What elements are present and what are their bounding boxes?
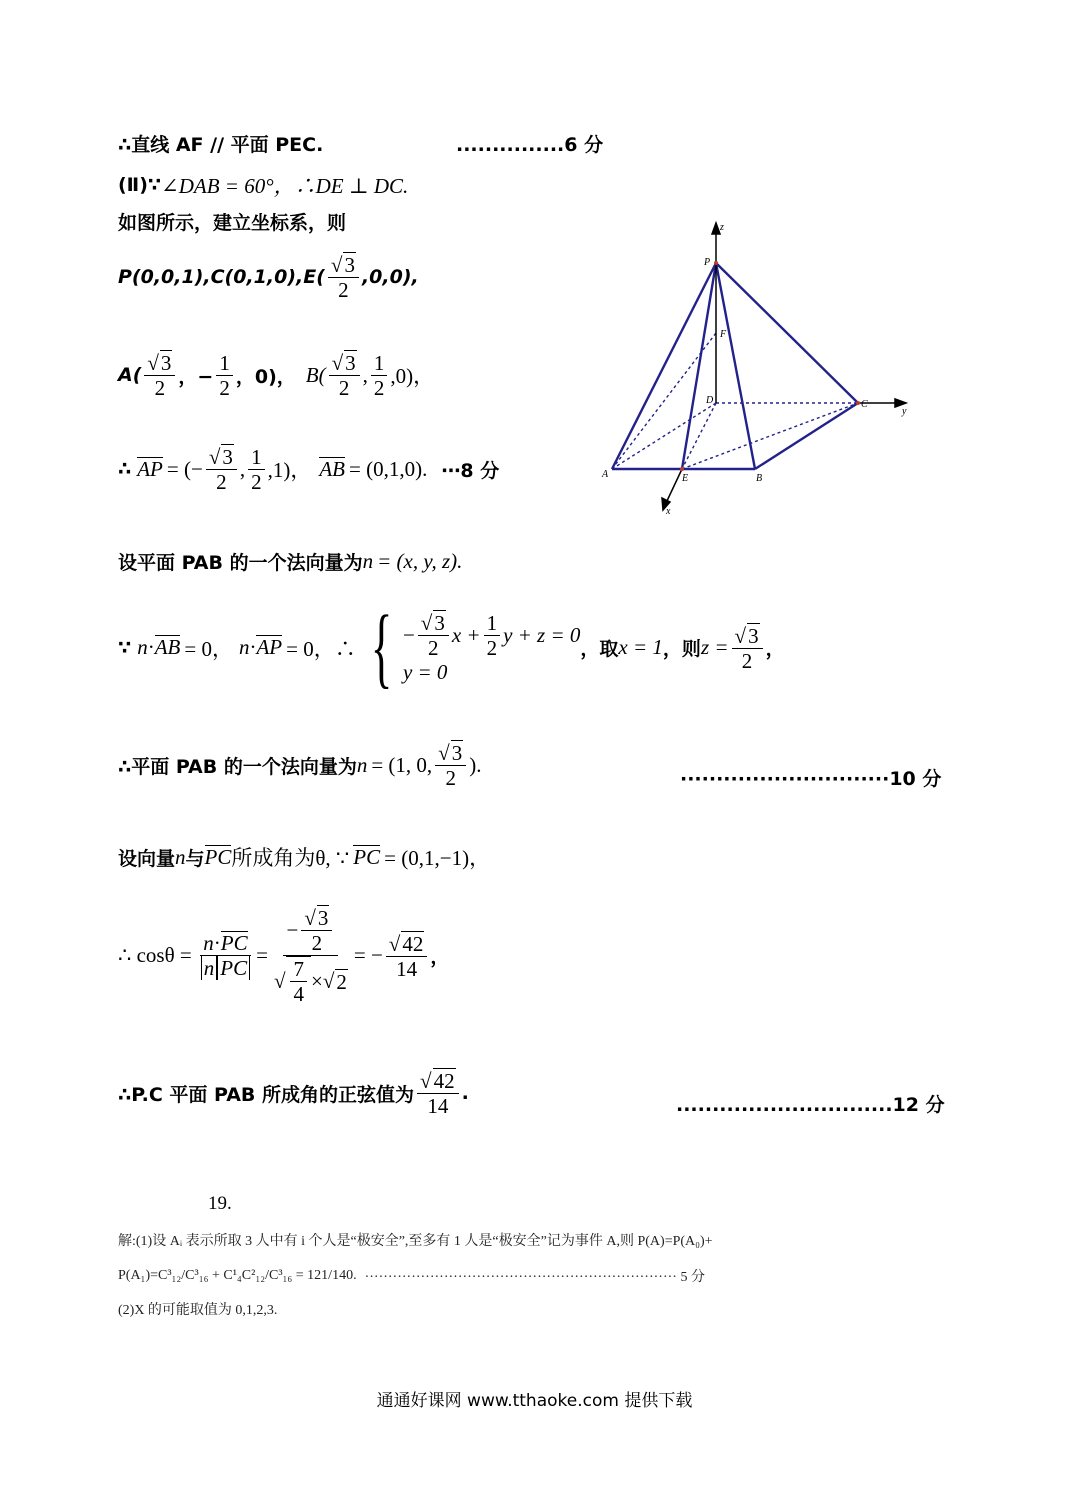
coord-intro-text: 如图所示，建立坐标系，则 bbox=[118, 212, 347, 234]
denominator: 2 bbox=[311, 931, 323, 956]
vector-ab: AB bbox=[154, 635, 181, 660]
denominator: 14 bbox=[427, 1094, 449, 1119]
separator: ， bbox=[765, 638, 785, 661]
radicand-7-over-4 bbox=[286, 956, 311, 1006]
fraction-sqrt3-over-2 bbox=[144, 350, 175, 400]
radicand: 3 bbox=[160, 351, 172, 375]
sqrt-sign: √ bbox=[304, 906, 316, 930]
fraction-value bbox=[271, 905, 351, 1007]
radicand: 42 bbox=[433, 1069, 455, 1093]
radicand: 3 bbox=[345, 351, 356, 375]
denominator: 2 bbox=[741, 648, 753, 673]
sqrt-sign: √ bbox=[420, 1069, 432, 1093]
sine-result-text: ∴P.C 平面 PAB 所成角的正弦值为 bbox=[118, 1083, 415, 1106]
cos-theta-label: ∴ cosθ = bbox=[118, 943, 192, 968]
fraction-dot-over-norms bbox=[198, 931, 253, 980]
angle-theta-text: 所成角为θ, ∵ bbox=[231, 846, 350, 870]
radicand: 42 bbox=[402, 931, 424, 956]
normal-vector-def bbox=[118, 548, 462, 575]
vector-n-value: = (1, 0, bbox=[371, 752, 433, 777]
sqrt-sign: √ bbox=[273, 969, 286, 994]
equals-zero-therefore: = 0，∴ bbox=[286, 636, 356, 661]
separator: ， bbox=[430, 946, 450, 969]
denominator: 2 bbox=[486, 635, 498, 660]
dot-operator: · bbox=[147, 635, 155, 660]
then-label: ，则 bbox=[662, 638, 701, 661]
denominator: 2 bbox=[216, 470, 227, 495]
fraction-sqrt3-over-2 bbox=[301, 905, 332, 955]
sqrt-sign: √ bbox=[331, 351, 344, 375]
radicand: 3 bbox=[434, 611, 445, 635]
with-label: 与 bbox=[185, 847, 205, 870]
edge-af bbox=[612, 333, 716, 469]
sqrt-sign: √ bbox=[438, 741, 450, 765]
fraction-sqrt3-over-2 bbox=[418, 610, 449, 660]
normal-vector-result bbox=[118, 740, 481, 790]
part2-math: ∠DAB = 60°，∴DE ⊥ DC. bbox=[161, 174, 409, 198]
term-x: x + bbox=[451, 622, 481, 647]
left-brace: { bbox=[370, 597, 393, 697]
equals-minus: = − bbox=[353, 943, 383, 968]
coord-intro bbox=[118, 208, 346, 235]
fraction-1-over-2 bbox=[216, 351, 233, 400]
vector-n: n bbox=[175, 844, 186, 869]
radicand: 3 bbox=[451, 741, 463, 765]
part2-line bbox=[118, 170, 408, 200]
q19-line3: (2)X 的可能取值为 0,1,2,3. bbox=[118, 1303, 278, 1318]
vector-ap-tail: ,1)， bbox=[267, 458, 312, 483]
denominator: 14 bbox=[396, 956, 418, 981]
sqrt-sign: √ bbox=[388, 931, 401, 956]
points-pce-text: P(0,0,1),C(0,1,0),E( bbox=[118, 266, 325, 289]
vector-pc-value: = (0,1,−1)， bbox=[384, 846, 491, 870]
take-label: ，取 bbox=[580, 638, 619, 661]
denominator: 2 bbox=[373, 375, 385, 400]
numerator: 7 bbox=[290, 957, 307, 982]
label-x: x bbox=[666, 506, 671, 517]
vector-ap: AP bbox=[256, 635, 283, 660]
conclusion-text: ∴直线 AF // 平面 PEC. bbox=[118, 134, 324, 156]
numerator: 1 bbox=[484, 611, 501, 636]
score-mark-8: ⋯8 分 bbox=[441, 459, 500, 482]
fraction-sqrt3-over-2 bbox=[329, 350, 360, 400]
sqrt-sign: √ bbox=[208, 445, 221, 469]
radicand: 2 bbox=[336, 969, 347, 994]
close-paren: ). bbox=[469, 752, 482, 777]
vector-ab-value: = (0,1,0). bbox=[349, 456, 428, 481]
edge-pa bbox=[612, 263, 716, 469]
dot-operator: · bbox=[249, 635, 257, 660]
score-mark-10: ·····························10 分 bbox=[680, 768, 942, 790]
q19-line1: 解:(1)设 Aᵢ 表示所取 3 人中有 i 个人是“极安全”,至多有 1 人是“极安全”记为事件 A,则 P(A)=P(A₀)+ bbox=[118, 1234, 713, 1249]
footer-source: 通通好课网 www.tthaoke.com 提供下载 bbox=[376, 1391, 693, 1411]
normal-vector-result-text: ∴平面 PAB 的一个法向量为 bbox=[118, 755, 357, 778]
points-ab bbox=[118, 350, 434, 400]
vector-pc: PC bbox=[353, 844, 381, 869]
fraction-7-over-4 bbox=[290, 957, 307, 1006]
numerator: 1 bbox=[248, 445, 265, 470]
label-b: B bbox=[756, 473, 763, 484]
fraction-sqrt3-over-2 bbox=[435, 740, 466, 790]
equals: = bbox=[256, 943, 268, 968]
label-a: A bbox=[602, 469, 609, 480]
normal-vector-system bbox=[118, 597, 785, 697]
point-a-label: A( bbox=[118, 364, 142, 387]
label-f: F bbox=[720, 329, 727, 340]
separator: , bbox=[239, 456, 246, 481]
normal-vector-def-text: 设平面 PAB 的一个法向量为 bbox=[118, 552, 363, 574]
separator: ，− bbox=[178, 365, 214, 388]
label-e: E bbox=[682, 473, 689, 484]
term-yz: y + z = 0 bbox=[503, 622, 581, 647]
fraction-1-over-2 bbox=[484, 611, 501, 660]
part2-label: (Ⅱ)∵ bbox=[118, 174, 162, 196]
q19-line2 bbox=[118, 1266, 705, 1286]
sqrt-sign: √ bbox=[420, 611, 433, 635]
cos-theta-calc bbox=[118, 905, 449, 1007]
dot-operator: · bbox=[213, 931, 221, 956]
point-b-label: B( bbox=[305, 362, 326, 387]
sqrt-sign: √ bbox=[147, 351, 159, 375]
numerator: 1 bbox=[216, 351, 233, 376]
radicand: 3 bbox=[317, 906, 329, 930]
norm-pc: PC bbox=[217, 956, 250, 980]
fraction-sqrt42-over-14 bbox=[417, 1068, 459, 1118]
vector-n: n bbox=[203, 931, 214, 956]
edge-pc bbox=[716, 263, 858, 403]
points-pce bbox=[118, 252, 419, 302]
because-symbol: ∵ bbox=[118, 636, 132, 659]
question-19-number: 19. bbox=[208, 1193, 232, 1214]
vector-n: n bbox=[238, 635, 250, 660]
fraction-1-over-2 bbox=[371, 351, 388, 400]
vector-n: n bbox=[356, 752, 368, 777]
vectors-ap-ab bbox=[118, 444, 499, 494]
equation-system bbox=[403, 610, 580, 685]
norm-n: n bbox=[201, 956, 218, 980]
separator: ，0)， bbox=[235, 365, 296, 388]
denominator: 2 bbox=[219, 375, 230, 400]
label-p: P bbox=[704, 257, 711, 268]
fraction-sqrt3-over-2 bbox=[206, 444, 237, 494]
z-axis-arrow bbox=[712, 223, 720, 234]
angle-def bbox=[118, 842, 490, 872]
times-sign: × bbox=[310, 969, 323, 994]
edge-pb bbox=[716, 263, 755, 469]
period: . bbox=[461, 1082, 469, 1105]
fraction-sqrt3-over-2 bbox=[328, 252, 359, 302]
numerator: 1 bbox=[371, 351, 388, 376]
label-d: D bbox=[706, 395, 714, 406]
q19-p-a1: P(A₁)= bbox=[118, 1268, 158, 1283]
equals-paren: = (− bbox=[166, 456, 203, 481]
denominator: 2 bbox=[251, 469, 262, 494]
denominator: 2 bbox=[338, 376, 350, 401]
points-pce-tail: ,0,0), bbox=[361, 266, 419, 289]
fraction-sqrt42-over-14 bbox=[386, 931, 428, 981]
angle-def-text: 设向量 bbox=[118, 847, 176, 870]
label-z: z bbox=[720, 222, 724, 233]
edge-bc bbox=[755, 403, 858, 469]
score-mark-12: ..............................12 分 bbox=[676, 1094, 945, 1116]
pyramid-diagram bbox=[598, 218, 918, 518]
equals-zero: = 0， bbox=[184, 636, 233, 661]
q19-combination-calc: C³₁₂/C³₁₆ + C¹₄C²₁₂/C³₁₆ = 121/140. bbox=[158, 1268, 357, 1283]
vector-n-components: = (x, y, z). bbox=[377, 549, 463, 573]
minus-sign: − bbox=[286, 918, 299, 943]
therefore-symbol: ∴ bbox=[118, 458, 132, 481]
vector-pc: PC bbox=[220, 931, 248, 956]
vector-n: n bbox=[137, 635, 148, 660]
vector-n: n bbox=[362, 549, 374, 573]
radicand: 3 bbox=[344, 253, 355, 277]
equation-y-zero: y = 0 bbox=[402, 660, 448, 685]
z-equals: z = bbox=[700, 635, 729, 660]
label-y: y bbox=[902, 406, 907, 417]
conclusion-line bbox=[118, 130, 323, 157]
separator: , bbox=[362, 362, 368, 387]
fraction-sqrt3-over-2 bbox=[732, 623, 763, 673]
denominator: 4 bbox=[293, 982, 304, 1007]
sine-result bbox=[118, 1068, 469, 1118]
vector-ab: AB bbox=[319, 456, 346, 481]
point-b-tail: ,0)， bbox=[390, 364, 435, 389]
x-equals-one: x = 1 bbox=[618, 635, 663, 660]
x-axis bbox=[666, 469, 682, 503]
score-mark-6: ...............6 分 bbox=[456, 134, 604, 156]
fraction-1-over-2 bbox=[248, 445, 265, 494]
sqrt-sign: √ bbox=[330, 253, 343, 277]
denominator: 2 bbox=[445, 766, 456, 791]
label-c: C bbox=[861, 399, 868, 410]
denominator: 2 bbox=[154, 376, 166, 401]
denominator: 2 bbox=[428, 636, 439, 661]
score-mark-5: ··································································· 5 分 bbox=[364, 1270, 705, 1285]
denominator: 2 bbox=[338, 278, 349, 303]
sqrt-sign: √ bbox=[322, 969, 335, 994]
vector-pc: PC bbox=[204, 844, 232, 869]
sqrt-sign: √ bbox=[734, 623, 747, 648]
edge-pe bbox=[682, 263, 716, 469]
radicand: 3 bbox=[222, 445, 233, 469]
radicand: 3 bbox=[748, 623, 759, 648]
minus-sign: − bbox=[402, 622, 415, 647]
vector-ap: AP bbox=[137, 456, 163, 481]
